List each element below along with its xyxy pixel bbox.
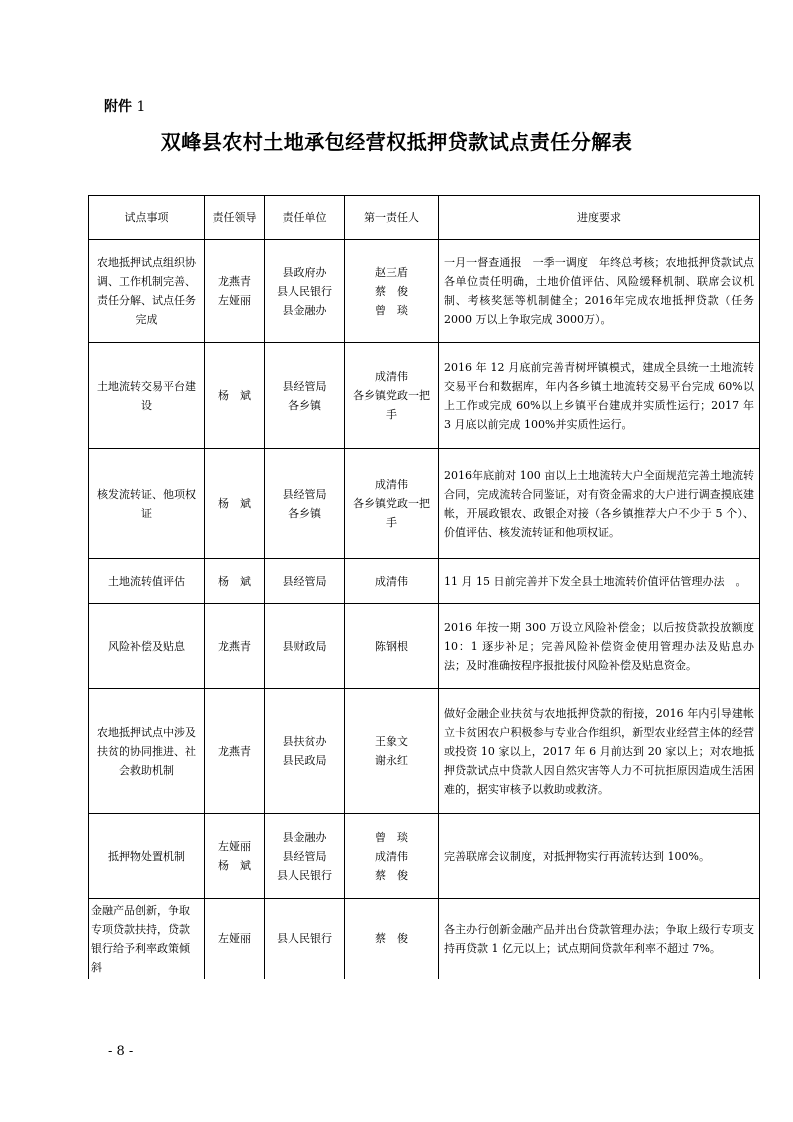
unit-name: 县经管局: [282, 487, 327, 501]
person-name: 蔡 俊: [375, 868, 408, 882]
row-leaders: [205, 899, 265, 979]
row-requirement: 完善联席会议制度，对抵押物实行再流转达到 100%。: [439, 814, 760, 899]
table-row: [89, 343, 760, 449]
row-item: 农地抵押试点组织协调、工作机制完善、责任分解、试点任务完成: [89, 240, 205, 343]
attachment-label: [104, 96, 145, 116]
leader-name: 左娅丽: [218, 294, 251, 307]
person-name: 王象文: [375, 735, 408, 748]
unit-name: 各乡镇: [288, 398, 321, 412]
unit-name: 各乡镇: [288, 506, 321, 520]
person-name: 各乡镇党政一把手: [353, 497, 430, 529]
row-item: 土地流转值评估: [89, 559, 205, 604]
unit-name: 县金融办: [282, 303, 327, 317]
row-item: 核发流转证、他项权证: [89, 449, 205, 559]
table-row: [89, 814, 760, 899]
row-item: 风险补偿及贴息: [89, 604, 205, 689]
unit-name: 县经管局: [282, 849, 327, 863]
row-units: [265, 899, 345, 979]
table-row: [89, 604, 760, 689]
unit-name: 县扶贫办: [282, 735, 327, 748]
column-header-item: 试点事项: [89, 196, 205, 240]
person-name: 谢永红: [375, 754, 408, 767]
person-name: 成清伟: [375, 574, 408, 588]
row-requirement: 2016 年 12 月底前完善青树坪镇模式，建成全县统一土地流转交易平台和数据库，年内各乡镇土地流转交易平台完成 60%以上工作或完成 60%以上乡镇平台建成并实质性运行；2017 年 3 月底以前完成 100%并实质性运行。: [439, 343, 760, 449]
leader-name: 杨 斌: [218, 497, 251, 510]
row-requirement: 2016年底前对 100 亩以上土地流转大户全面规范完善土地流转合同，完成流转合同鉴证，对有资金需求的大户进行调查摸底建帐，开展政银农、政银企对接（各乡镇推荐大户不少于 5 个）、价值评估、核发流转证和他项权证。: [439, 449, 760, 559]
row-persons: [345, 689, 439, 814]
responsibility-table: [88, 195, 760, 979]
row-persons: [345, 343, 439, 449]
row-requirement: 2016 年按一期 300 万设立风险补偿金；以后按贷款投放额度 10：1 逐步补足；完善风险补偿资金使用管理办法及贴息办法；及时准确按程序报批拔付风险补偿及贴息资金。: [439, 604, 760, 689]
row-persons: [345, 449, 439, 559]
person-name: 成清伟: [375, 478, 408, 491]
leader-name: 左娅丽: [218, 932, 251, 946]
person-name: 成清伟: [375, 849, 408, 863]
row-leaders: [205, 343, 265, 449]
table-row: [89, 559, 760, 604]
column-header-unit: 责任单位: [265, 196, 345, 240]
row-item: 抵押物处置机制: [89, 814, 205, 899]
unit-name: 县人民银行: [277, 932, 332, 946]
column-header-requirement: 进度要求: [439, 196, 760, 240]
unit-name: 县政府办: [282, 265, 327, 279]
row-leaders: [205, 449, 265, 559]
leader-name: 杨 斌: [218, 859, 251, 872]
unit-name: 县人民银行: [277, 284, 332, 298]
row-units: [265, 689, 345, 814]
unit-name: 县人民银行: [277, 868, 332, 882]
leader-name: 龙燕青: [218, 639, 251, 653]
row-units: [265, 559, 345, 604]
attachment-word: 附件: [104, 99, 132, 115]
leader-name: 左娅丽: [218, 840, 251, 853]
page-number: - 8 -: [108, 1044, 134, 1059]
table-row: [89, 899, 760, 979]
row-requirement: 做好金融企业扶贫与农地抵押贷款的衔接，2016 年内引导建帐立卡贫困农户积极参与专业合作组织，新型农业经营主体的经营或投资 10 家以上，2017 年 6 月前达到 20 家以上；对农地抵押贷款试点中贷款人因自然灾害等人力不可抗拒原因造成生活困难的，据实审核予以救助或救济。: [439, 689, 760, 814]
row-requirement: 11 月 15 日前完善并下发全县土地流转价值评估管理办法 。: [439, 559, 760, 604]
row-leaders: [205, 559, 265, 604]
person-name: 成清伟: [375, 370, 408, 383]
person-name: 蔡 俊: [375, 932, 408, 946]
leader-name: 龙燕青: [218, 275, 251, 288]
row-units: [265, 240, 345, 343]
person-name: 蔡 俊: [375, 284, 408, 298]
row-persons: [345, 240, 439, 343]
table-row: [89, 449, 760, 559]
row-leaders: [205, 604, 265, 689]
person-name: 陈钢根: [375, 639, 408, 653]
row-persons: [345, 814, 439, 899]
leader-name: 杨 斌: [218, 389, 251, 402]
table-row: [89, 240, 760, 343]
row-units: [265, 343, 345, 449]
unit-name: 县经管局: [282, 379, 327, 393]
unit-name: 县经管局: [282, 574, 327, 588]
leader-name: 龙燕青: [218, 744, 251, 758]
row-leaders: [205, 689, 265, 814]
row-requirement: 一月一督查通报 一季一调度 年终总考核；农地抵押贷款试点各单位责任明确，土地价值评估、风险缓释机制、联席会议机制、考核奖惩等机制健全；2016年完成农地抵押贷款（任务 2000 万以上争取完成 3000万）。: [439, 240, 760, 343]
row-item: 农地抵押试点中涉及扶贫的协同推进、社会救助机制: [89, 689, 205, 814]
person-name: 各乡镇党政一把手: [353, 389, 430, 421]
table-row: [89, 689, 760, 814]
row-units: [265, 604, 345, 689]
unit-name: 县财政局: [282, 639, 327, 653]
unit-name: 县金融办: [282, 830, 327, 844]
row-item: 土地流转交易平台建设: [89, 343, 205, 449]
row-requirement: 各主办行创新金融产品并出台贷款管理办法；争取上级行专项支持再贷款 1 亿元以上；试点期间贷款年利率不超过 7%。: [439, 899, 760, 979]
leader-name: 杨 斌: [218, 574, 251, 588]
table-header-row: [89, 196, 760, 240]
row-persons: [345, 604, 439, 689]
row-persons: [345, 899, 439, 979]
row-persons: [345, 559, 439, 604]
row-units: [265, 814, 345, 899]
unit-name: 县民政局: [282, 754, 327, 767]
row-leaders: [205, 814, 265, 899]
column-header-leader: 责任领导: [205, 196, 265, 240]
person-name: 赵三盾: [375, 265, 408, 279]
person-name: 曾 琰: [375, 830, 408, 844]
row-leaders: [205, 240, 265, 343]
attachment-number: 1: [136, 99, 146, 115]
person-name: 曾 琰: [375, 303, 408, 317]
row-units: [265, 449, 345, 559]
row-item: 金融产品创新，争取专项贷款扶持，贷款银行给予利率政策倾斜: [89, 899, 205, 979]
column-header-person: 第一责任人: [345, 196, 439, 240]
document-title: 双峰县农村土地承包经营权抵押贷款试点责任分解表: [160, 130, 633, 154]
